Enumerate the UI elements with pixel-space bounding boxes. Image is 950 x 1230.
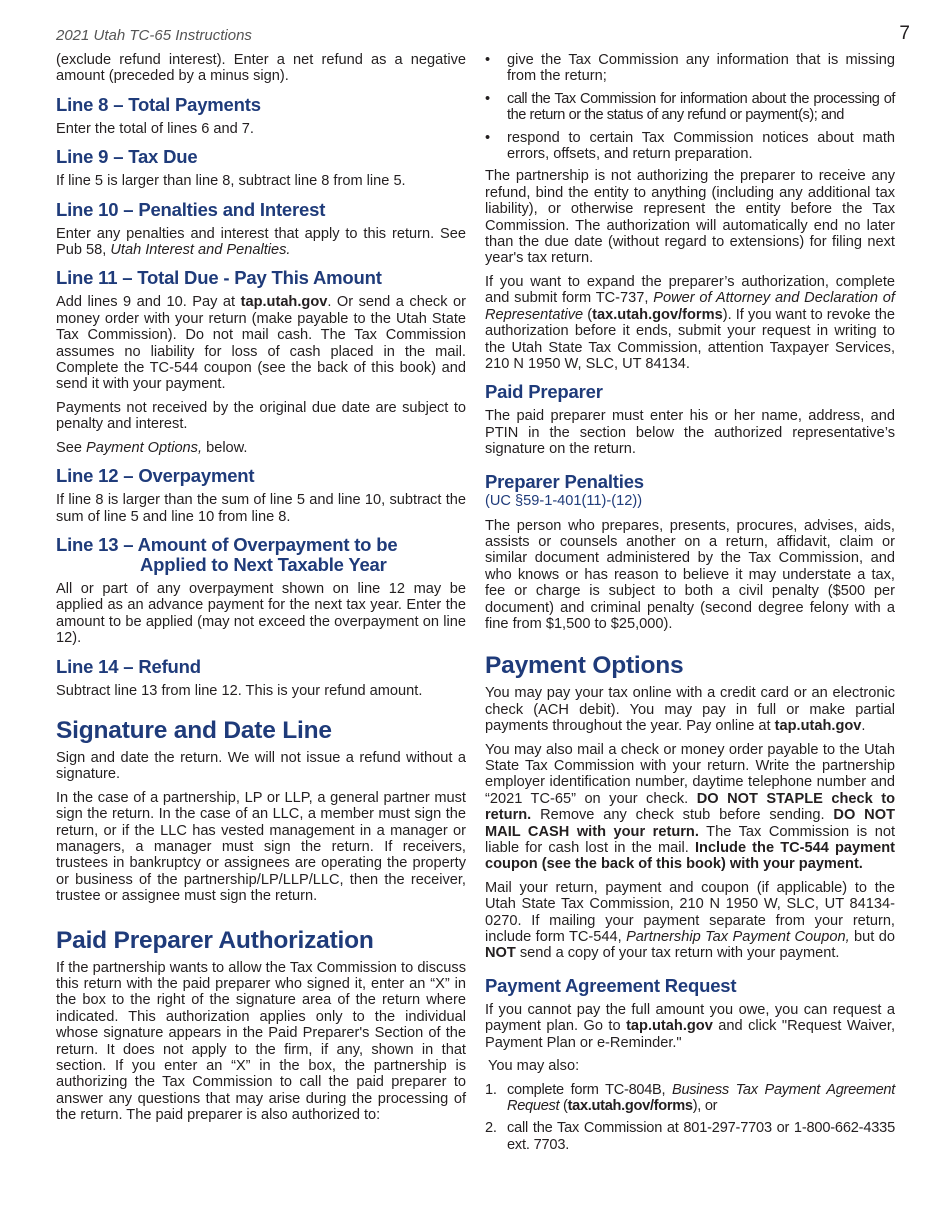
list-item: • give the Tax Commission any information that is missing from the return; [485,52,895,85]
payment-options-paragraph-2: You may also mail a check or money order payable to the Utah State Tax Commission with your return. Write the partnership employer identification number, daytime telephone number and “2021 TC-65” on your check. DO NOT STAPLE check to return. Remove any check stub before sending. DO NOT MAIL CASH with your return. The Tax Commission is not liable for cash lost in the mail. Include the TC-544 payment coupon (see the back of this book) with your payment. [485,741,895,873]
line-14-heading: Line 14 – Refund [56,655,201,677]
line-13-text: All or part of any overpayment shown on line 12 may be applied as an advance payment for the next tax year. Enter the amount to be applied (may not exceed the overpayment on line 12). [56,580,466,647]
bullet-icon: • [485,52,491,68]
list-item: 2. call the Tax Commission at 801-297-7703 or 1-800-662-4335 ext. 7703. [485,1120,895,1153]
payment-agreement-heading: Payment Agreement Request [485,974,737,996]
line-11-paragraph-2: Payments not received by the original due date are subject to penalty and interest. [56,399,466,433]
line-12-text: If line 8 is larger than the sum of line 5 and line 10, subtract the sum of line 5 and line 10 from line 8. [56,492,466,525]
right-column [485,52,895,1159]
signature-paragraph-1: Sign and date the return. We will not issue a refund without a signature. [56,749,466,783]
line-9-heading: Line 9 – Tax Due [56,146,198,168]
not-authorizing-paragraph: The partnership is not authorizing the preparer to receive any refund, bind the entity to anything (including any additional tax liability), or otherwise represent the entity before the Tax Commission. The authorization will automatically end no later than the due date (without regard to extensions) for filing next year's tax return. [485,168,895,267]
line-13-heading: Line 13 – Amount of Overpayment to be Applied to Next Taxable Year [56,533,398,575]
line-10-heading: Line 10 – Penalties and Interest [56,198,326,220]
line-11-paragraph-1: Add lines 9 and 10. Pay at tap.utah.gov. Or send a check or money order with your return (make payable to the Utah State Tax Commission). Do not mail cash. The Tax Commission assumes no liability for loss of cash placed in the mail. Complete the TC-544 coupon (see the back of this book) and send it with your payment. [56,294,467,393]
signature-paragraph-2: In the case of a partnership, LP or LLP, a general partner must sign the return. In the case of an LLC, a member must sign the return, or if the LLC has vested management in a manager or managers, a manager must sign the return. If receivers, trustees in bankruptcy or assignees are operating the property or business of the partnership/LP/LLP/LLC, then the receiver, trustee or assignee must sign the return. [56,789,466,905]
signature-heading: Signature and Date Line [56,716,332,744]
paid-preparer-text: The paid preparer must enter his or her name, address, and PTIN in the section below the authorized representative’s signature on the return. [485,408,895,458]
line-14-text: Subtract line 13 from line 12. This is your refund amount. [56,682,423,699]
left-column [56,52,466,1131]
intro-paragraph: (exclude refund interest). Enter a net refund as a negative amount (preceded by a minus sign). [56,52,466,85]
line-12-heading: Line 12 – Overpayment [56,465,255,487]
line-9-text: If line 5 is larger than line 8, subtract line 8 from line 5. [56,173,406,190]
page-header-title: 2021 Utah TC-65 Instructions [56,27,252,44]
you-may-also-text: You may also: [488,1058,580,1075]
tax-forms-link[interactable]: tax.utah.gov/forms [567,1097,693,1114]
page-number: 7 [899,23,910,44]
expand-authorization-paragraph: If you want to expand the preparer’s authorization, complete and submit form TC-737, Power of Attorney and Declaration of Representative (tax.utah.gov/forms). If you want to revoke the authorization before it ends, submit your request in writing to the Utah State Tax Commission, attention Taxpayer Services, 210 N 1950 W, SLC, UT 84134. [485,273,895,372]
bullet-icon: • [485,90,490,107]
preparer-penalties-citation: (UC §59-1-401(11)-(12)) [485,492,643,509]
tap-utah-link[interactable]: tap.utah.gov [240,294,328,311]
paid-preparer-heading: Paid Preparer [485,381,603,403]
line-8-heading: Line 8 – Total Payments [56,93,261,115]
line-8-text: Enter the total of lines 6 and 7. [56,120,254,137]
preparer-penalties-heading: Preparer Penalties [485,470,644,492]
line-10-text: Enter any penalties and interest that apply to this return. See Pub 58, Utah Interest and Penalties. [56,225,466,259]
list-item: • call the Tax Commission for information about the processing of the return or the status of any refund or payment(s); and [485,90,895,124]
tap-utah-link[interactable]: tap.utah.gov [774,718,862,735]
payment-options-paragraph-3: Mail your return, payment and coupon (if applicable) to the Utah State Tax Commission, 210 N 1950 W, SLC, UT 84134-0270. If mailing your payment separate from your return, include form TC-544, Partnership Tax Payment Coupon, but do NOT send a copy of your tax return with your payment. [485,879,895,962]
line-11-heading: Line 11 – Total Due - Pay This Amount [56,267,382,289]
payment-options-paragraph-1: You may pay your tax online with a credit card or an electronic check (ACH debit). You may pay in full or make partial payments throughout the year. Pay online at tap.utah.gov. [485,685,895,735]
line-11-paragraph-3: See Payment Options, below. [56,439,248,456]
paid-preparer-authorization-text: If the partnership wants to allow the Tax Commission to discuss this return with the paid preparer who signed it, enter an “X” in the box to the right of the signature area of the return where indicated. This authorization applies only to the individual whose signature appears in the Paid Preparer's Section of the return. It does not apply to the firm, if any, shown in that section. If you enter an “X” in the box, the partnership is authorizing the Tax Commission to call the paid preparer to answer any questions that may arise during the processing of the return. The paid preparer is also authorized to: [56,959,466,1124]
payment-agreement-list [485,1082,895,1154]
authorization-bullet-list [485,52,895,162]
list-item: • respond to certain Tax Commission notices about math errors, offsets, and return preparation. [485,129,895,163]
preparer-penalties-text: The person who prepares, presents, procures, advises, aids, assists or counsels another on a return, affidavit, claim or similar document administered by the Tax Commission, and who knows or has reason to believe it may understate a tax, fee or charge is subject to both a civil penalty ($500 per document) and criminal penalty (second degree felony with a fine from $1,500 to $25,000). [485,517,895,632]
bullet-icon: • [485,129,491,146]
list-item: 1. complete form TC-804B, Business Tax Payment Agreement Request (tax.utah.gov/forms), or [485,1081,895,1114]
paid-preparer-authorization-heading: Paid Preparer Authorization [56,926,374,954]
payment-agreement-paragraph: If you cannot pay the full amount you owe, you can request a payment plan. Go to tap.utah.gov and click "Request Waiver, Payment Plan or e-Reminder." [485,1001,895,1051]
payment-options-heading: Payment Options [485,652,684,680]
tap-utah-link[interactable]: tap.utah.gov [626,1018,713,1035]
tax-forms-link[interactable]: tax.utah.gov/forms [592,306,723,323]
